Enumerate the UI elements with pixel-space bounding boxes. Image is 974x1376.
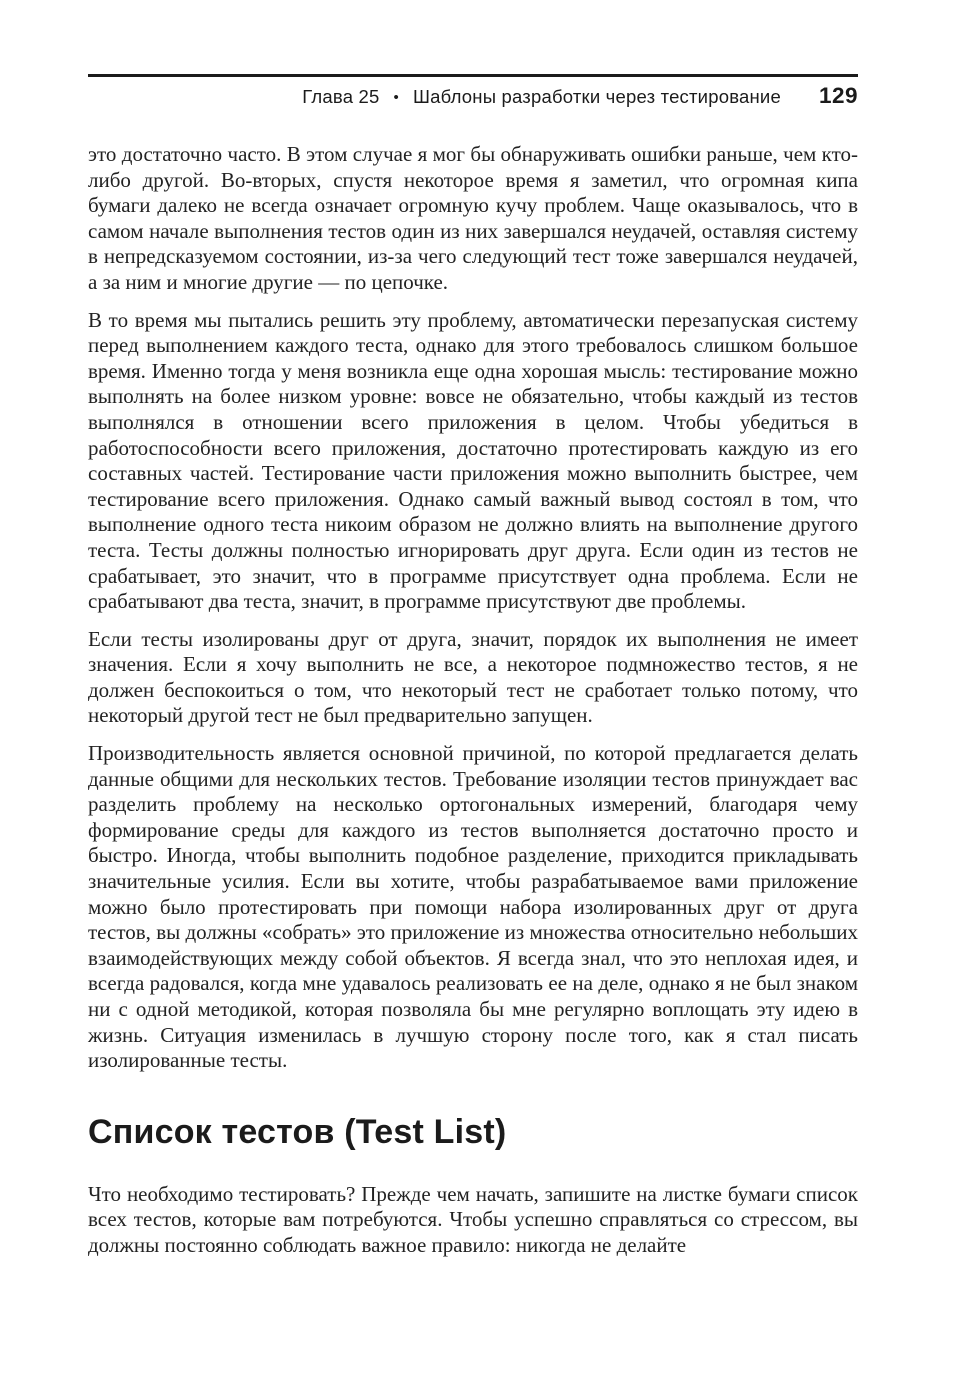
bullet-separator-icon: • — [393, 89, 399, 106]
body-paragraph: это достаточно часто. В этом случае я мог бы обнаруживать ошибки раньше, чем кто-либо другой. Во-вторых, спустя некоторое время я заметил, что огромная кипа бумаги далеко не всегда означает огромную кучу проблем. Чаще оказывалось, что в самом начале выполнения тестов один из них завершался неудачей, оставляя систему в непредсказуемом состоянии, из-за чего следующий тест тоже завершался неудачей, а за ним и многие другие — по цепочке. — [88, 142, 858, 294]
page-number: 129 — [818, 83, 858, 108]
chapter-label: Глава 25 — [302, 86, 380, 107]
chapter-title: Шаблоны разработки через тестирование — [412, 86, 781, 107]
header-rule — [88, 74, 858, 77]
running-head — [302, 86, 781, 108]
body-paragraph: Если тесты изолированы друг от друга, значит, порядок их выполнения не имеет значения. Если я хочу выполнить не все, а некоторое подмножество тестов, я не должен беспокоиться о том, что некоторый тест не сработает только потому, что некоторый другой тест не был предварительно запущен. — [88, 626, 858, 728]
section-heading: Список тестов (Test List) — [88, 1112, 507, 1151]
running-header — [88, 83, 858, 109]
page-body — [88, 142, 858, 1271]
body-paragraph: Производительность является основной причиной, по которой предлагается делать данные общими для нескольких тестов. Требование изоляции тестов принуждает вас разделить проблему на несколько ортогональных измерений, благодаря чему формирование среды для каждого из тестов выполняется достаточно просто и быстро. Иногда, чтобы выполнить подобное разделение, приходится прикладывать значительные усилия. Если вы хотите, чтобы разрабатываемое вами приложение можно было протестировать при помощи набора изолированных друг от друга тестов, вы должны «собрать» это приложение из множества относительно небольших взаимодействующих между собой объектов. Я всегда знал, что это неплохая идея, и всегда радовался, когда мне удавалось реализовать ее на деле, однако я не был знаком ни с одной методикой, которая позволяла бы мне регулярно воплощать эту идею в жизнь. Ситуация изменилась в лучшую сторону после того, как я стал писать изолированные тесты. — [88, 741, 858, 1073]
body-paragraph: В то время мы пытались решить эту проблему, автоматически перезапуская систему перед выполнением каждого теста, однако для этого требовалось слишком большое время. Именно тогда у меня возникла еще одна хорошая мысль: тестирование можно выполнять на более низком уровне: вовсе не обязательно, чтобы каждый из тестов выполнялся в отношении всего приложения в целом. Чтобы убедиться в работоспособности всего приложения, достаточно протестировать каждую из его составных частей. Тестирование части приложения можно выполнить быстрее, чем тестирование всего приложения. Однако самый важный вывод состоял в том, что выполнение одного теста никоим образом не должно влиять на выполнение другого теста. Тесты должны полностью игнорировать друг друга. Если один из тестов не срабатывает, это значит, что в программе присутствует одна проблема. Если не срабатывают два теста, значит, в программе присутствуют две проблемы. — [88, 307, 858, 614]
body-paragraph: Что необходимо тестировать? Прежде чем начать, запишите на листке бумаги список всех тестов, которые вам потребуются. Чтобы успешно справляться со стрессом, вы должны постоянно соблюдать важное правило: никогда не делайте — [88, 1181, 858, 1257]
